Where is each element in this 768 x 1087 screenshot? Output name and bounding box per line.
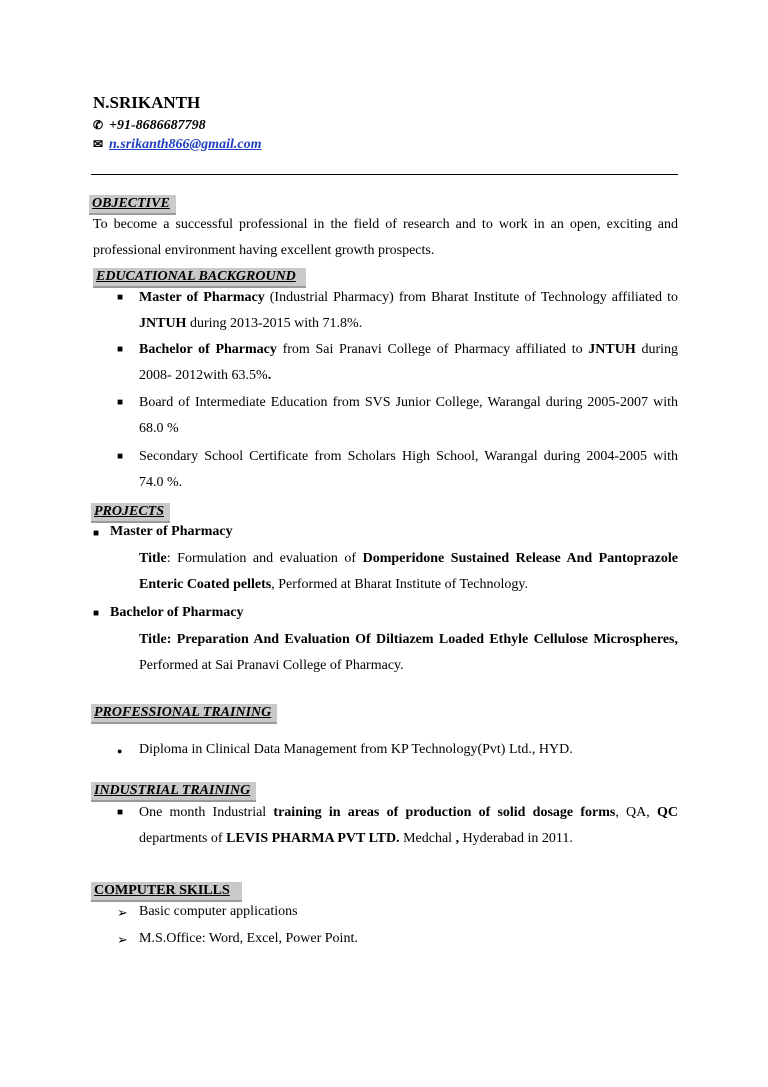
objective-text: To become a successful professional in the field of research and to work in an open, exciting and professional environment having excellent growth prospects.	[93, 217, 678, 258]
objective-heading: OBJECTIVE	[89, 195, 176, 215]
phone-number: +91-8686687798	[109, 118, 206, 133]
envelope-icon: ✉	[93, 137, 104, 151]
arrow-bullet-icon: ➢	[117, 905, 128, 920]
projects-heading: PROJECTS	[91, 503, 170, 523]
professional-training-item: Diploma in Clinical Data Management from KP Technology(Pvt) Ltd., HYD.	[139, 742, 573, 757]
education-item: Bachelor of Pharmacy from Sai Pranavi College of Pharmacy affiliated to JNTUH during 2008- 2012with 63.5%.	[139, 342, 678, 383]
industrial-training-item: One month Industrial training in areas of production of solid dosage forms, QA, QC departments of LEVIS PHARMA PVT LTD. Medchal , Hyderabad in 2011.	[139, 805, 678, 846]
education-heading: EDUCATIONAL BACKGROUND	[93, 268, 306, 288]
square-bullet-icon: ■	[117, 807, 124, 818]
square-bullet-icon: ■	[93, 608, 100, 619]
square-bullet-icon: ■	[117, 397, 124, 408]
square-bullet-icon: ■	[117, 451, 124, 462]
education-item: Secondary School Certificate from Scholars High School, Warangal during 2004-2005 with 74.0 %.	[139, 449, 678, 490]
square-bullet-icon: ■	[117, 344, 124, 355]
computer-skill-item: M.S.Office: Word, Excel, Power Point.	[139, 931, 358, 946]
header-divider	[91, 174, 678, 175]
round-bullet-icon: ●	[117, 746, 123, 756]
education-item: Master of Pharmacy (Industrial Pharmacy) from Bharat Institute of Technology affiliated to JNTUH during 2013-2015 with 71.8%.	[139, 290, 678, 331]
industrial-training-heading: INDUSTRIAL TRAINING	[91, 782, 256, 802]
candidate-name: N.SRIKANTH	[93, 93, 201, 112]
square-bullet-icon: ■	[93, 528, 100, 539]
project-description: Title: Preparation And Evaluation Of Diltiazem Loaded Ethyle Cellulose Microspheres, Performed at Sai Pranavi College of Pharmacy.	[139, 632, 678, 673]
project-degree: Master of Pharmacy	[110, 524, 233, 539]
phone-line	[93, 118, 206, 134]
project-description: Title: Formulation and evaluation of Domperidone Sustained Release And Pantoprazole Enteric Coated pellets, Performed at Bharat Institute of Technology.	[139, 551, 678, 592]
arrow-bullet-icon: ➢	[117, 932, 128, 947]
email-line	[93, 137, 261, 153]
computer-skills-heading: COMPUTER SKILLS	[91, 882, 242, 902]
computer-skill-item: Basic computer applications	[139, 904, 298, 919]
email-link[interactable]: n.srikanth866@gmail.com	[109, 137, 262, 152]
professional-training-heading: PROFESSIONAL TRAINING	[91, 704, 277, 724]
project-degree: Bachelor of Pharmacy	[110, 605, 244, 620]
square-bullet-icon: ■	[117, 292, 124, 303]
phone-icon: ✆	[93, 118, 104, 132]
education-item: Board of Intermediate Education from SVS Junior College, Warangal during 2005-2007 with 68.0 %	[139, 395, 678, 436]
